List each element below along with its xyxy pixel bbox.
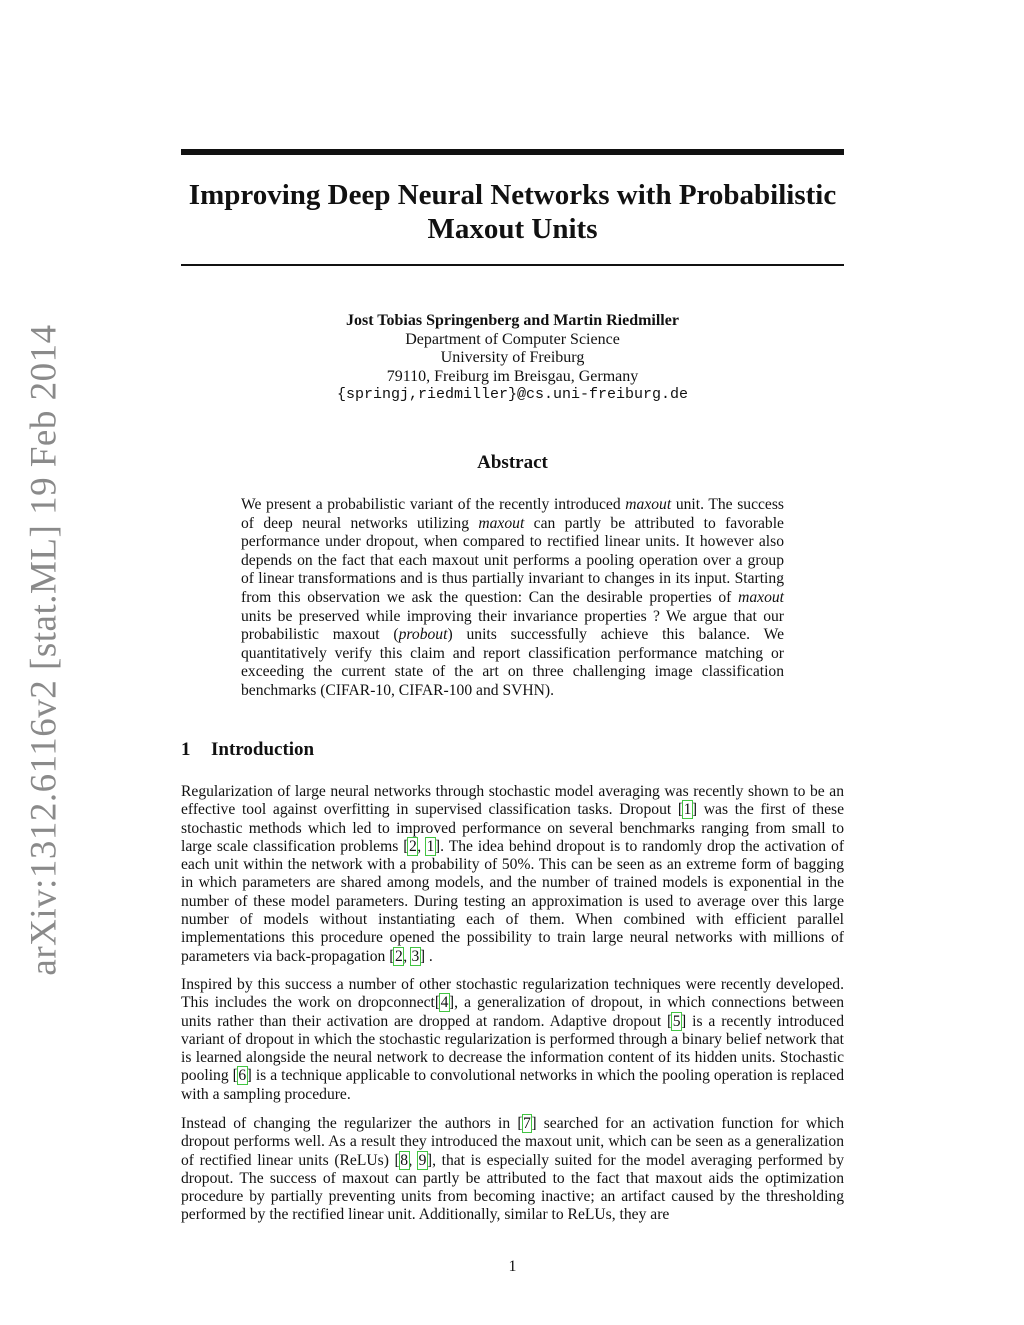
title-line-2: Maxout Units xyxy=(427,213,598,245)
intro-paragraph-1: Regularization of large neural networks through stochastic model averaging was recently shown to be an effective tool against overfitting in supervised classification tasks. Dropout [1] was the first of these stochastic methods which led to improved performance on several benchmarks ranging from small to large scale classification problems [2, 1]. The idea behind dropout is to randomly drop the activation of each unit within the network with a probability of 50%. This can be seen as an extreme form of bagging in which parameters are shared among models, and the number of trained models is exponential in the number of these model parameters. During testing an approximation is used to average over this large number of models without instantiating each of them. When combined with efficient parallel implementations this procedure opened the possibility to train large neural networks with millions of parameters via back-propagation [2, 3] . xyxy=(181,783,845,965)
section-heading-introduction xyxy=(181,739,314,761)
citation-link[interactable]: 1 xyxy=(683,801,692,819)
abstract-em-maxout-2: maxout xyxy=(478,514,525,532)
citation-link[interactable]: 8 xyxy=(400,1151,409,1169)
citation-link[interactable]: 2 xyxy=(408,837,417,855)
author-names: Jost Tobias Springenberg and Martin Riedmiller xyxy=(346,312,679,329)
author-department: Department of Computer Science xyxy=(405,330,620,348)
section-title: Introduction xyxy=(211,739,315,760)
arxiv-identifier: arXiv:1312.6116v2 [stat.ML] 19 Feb 2014 xyxy=(23,324,65,976)
citation-link[interactable]: 6 xyxy=(238,1067,247,1085)
page-number: 1 xyxy=(508,1258,517,1275)
abstract-em-probout: probout xyxy=(398,626,448,644)
section-number: 1 xyxy=(181,739,191,760)
citation-link[interactable]: 5 xyxy=(672,1012,681,1030)
citation-link[interactable]: 3 xyxy=(411,947,420,965)
intro-paragraph-2: Inspired by this success a number of other stochastic regularization techniques were recently developed. This includes the work on dropconnect[4], a generalization of dropout, in which connections between units rather than their activation are dropped at random. Adaptive dropout [5] is a recently introduced variant of dropout in which the stochastic regularization is performed through a binary belief network that is learned alongside the neural network to decrease the information content of its hidden units. Stochastic pooling [6] is a technique applicable to convolutional networks in which the pooling operation is replaced with a sampling procedure. xyxy=(181,976,844,1103)
citation-link[interactable]: 9 xyxy=(418,1151,427,1169)
author-address: 79110, Freiburg im Breisgau, Germany xyxy=(386,367,639,385)
abstract-em-maxout-3: maxout xyxy=(738,588,784,606)
citation-link[interactable]: 2 xyxy=(394,947,403,965)
author-university: University of Freiburg xyxy=(440,349,585,367)
paper-title xyxy=(181,178,844,246)
abstract-em-maxout-1: maxout xyxy=(625,496,672,513)
title-line-1: Improving Deep Neural Networks with Probabilistic xyxy=(188,179,837,211)
abstract-heading: Abstract xyxy=(477,452,548,473)
title-bottom-rule xyxy=(181,264,844,266)
title-top-rule xyxy=(181,149,844,155)
author-block xyxy=(181,312,844,405)
citation-link[interactable]: 7 xyxy=(523,1115,531,1132)
citation-link[interactable]: 1 xyxy=(426,837,435,855)
intro-paragraph-3: Instead of changing the regularizer the authors in [7] searched for an activation function for which dropout performs well. As a result they introduced the maxout unit, which can be seen as a generalization of rectified linear units (ReLUs) [8, 9], that is especially suited for the model averaging performed by dropout. The success of maxout can partly be attributed to the fact that maxout aids the optimization procedure by partially preventing units from becoming inactive; an artifact caused by the thresholding performed by the rectified linear unit. Additionally, similar to ReLUs, they are xyxy=(181,1115,845,1224)
citation-link[interactable]: 4 xyxy=(440,994,449,1012)
author-email: {springj,riedmiller}@cs.uni-freiburg.de xyxy=(336,386,689,404)
abstract-text: We present a probabilistic variant of the recently introduced maxout unit. The success of deep neural networks utilizing maxout can partly be attributed to favorable performance under dropout, when compared to rectified linear units. It however also depends on the fact that each maxout unit performs a pooling operation over a group of linear transformations and is thus partially invariant to changes in its input. Starting from this observation we ask the question: Can the desirable properties of maxout units be preserved while improving their invariance properties ? We argue that our probabilistic maxout (probout) units successfully achieve this balance. We quantitatively verify this claim and report classification performance matching or exceeding the current state of the art on three challenging image classification benchmarks (CIFAR-10, CIFAR-100 and SVHN). xyxy=(241,496,785,699)
